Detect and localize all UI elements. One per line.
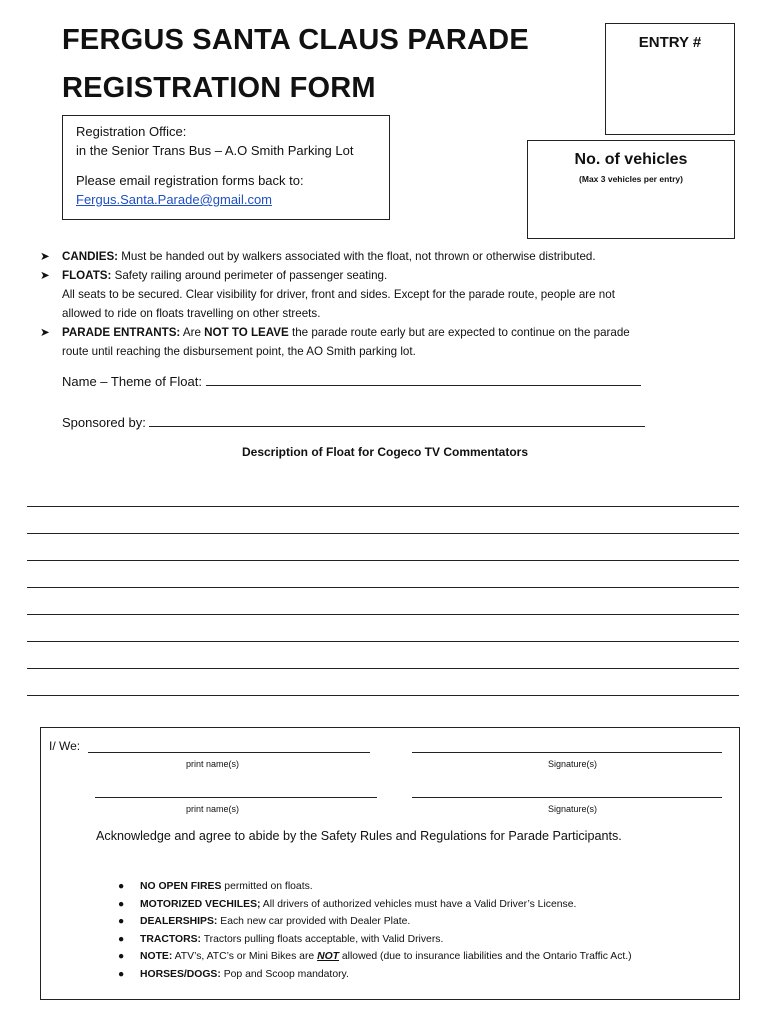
email-link[interactable]: Fergus.Santa.Parade@gmail.com bbox=[76, 192, 273, 207]
rule-text: Are bbox=[180, 326, 205, 339]
signature-line-2[interactable] bbox=[412, 797, 722, 798]
print-name-caption: print name(s) bbox=[186, 804, 240, 814]
rule-emphasis: NOT TO LEAVE bbox=[204, 326, 289, 339]
name-theme-label: Name – Theme of Float: bbox=[62, 374, 202, 389]
form-title-line1: FERGUS SANTA CLAUS PARADE bbox=[62, 24, 529, 56]
iwe-label: I/ We: bbox=[49, 739, 81, 753]
description-line[interactable] bbox=[27, 695, 739, 696]
rule-parade-entrants bbox=[40, 323, 740, 361]
description-line[interactable] bbox=[27, 668, 739, 669]
bullet-dot-icon: ● bbox=[118, 933, 125, 945]
rule-floats bbox=[40, 266, 740, 323]
description-line[interactable] bbox=[27, 587, 739, 588]
name-theme-input[interactable] bbox=[206, 373, 641, 386]
bullet-dot-icon: ● bbox=[118, 881, 125, 892]
entry-number-label: ENTRY # bbox=[638, 34, 702, 51]
bullet-label: NO OPEN FIRES bbox=[140, 881, 222, 892]
bullet-text: All drivers of authorized vehicles must have a Valid Driver’s License. bbox=[260, 898, 577, 910]
bullet-dot-icon: ● bbox=[118, 916, 125, 928]
acknowledgement-text: Acknowledge and agree to abide by the Safety Rules and Regulations for Parade Participants. bbox=[96, 829, 622, 843]
signature-caption: Signature(s) bbox=[548, 759, 598, 769]
sponsored-label: Sponsored by: bbox=[62, 415, 146, 430]
vehicles-box[interactable] bbox=[527, 140, 735, 239]
rule-text: Must be handed out by walkers associated with the float, not thrown or otherwise distributed. bbox=[118, 250, 596, 263]
bullet-no-open-fires bbox=[118, 878, 632, 896]
bullet-emphasis: NOT bbox=[317, 951, 340, 963]
print-name-caption: print name(s) bbox=[186, 759, 240, 769]
description-line[interactable] bbox=[27, 533, 739, 534]
description-line[interactable] bbox=[27, 614, 739, 615]
bullet-dot-icon: ● bbox=[118, 968, 125, 980]
rule-text: allowed to ride on floats travelling on other streets. bbox=[62, 307, 321, 320]
bullet-text: ATV’s, ATC’s or Mini Bikes are bbox=[172, 951, 318, 963]
entry-number-box[interactable] bbox=[605, 23, 735, 135]
bullet-dealerships bbox=[118, 913, 632, 931]
bullet-text: Pop and Scoop mandatory. bbox=[220, 968, 349, 980]
form-title-line2: REGISTRATION FORM bbox=[62, 72, 376, 104]
email-instruction: Please email registration forms back to: bbox=[76, 173, 304, 188]
sponsored-input[interactable] bbox=[149, 414, 645, 427]
print-name-line-2[interactable] bbox=[95, 797, 377, 798]
sponsored-field bbox=[62, 414, 645, 430]
safety-bullets bbox=[118, 878, 632, 984]
rule-text: Safety railing around perimeter of passenger seating. bbox=[111, 269, 388, 282]
signature-caption: Signature(s) bbox=[548, 804, 598, 814]
bullet-text: permitted on floats. bbox=[221, 881, 313, 892]
office-location: in the Senior Trans Bus – A.O Smith Parking Lot bbox=[76, 143, 354, 158]
signature-line-1[interactable] bbox=[412, 752, 722, 753]
bullet-dot-icon: ● bbox=[118, 951, 125, 963]
arrow-bullet-icon: ➤ bbox=[40, 269, 50, 282]
description-line[interactable] bbox=[27, 641, 739, 642]
arrow-bullet-icon: ➤ bbox=[40, 326, 50, 339]
office-label: Registration Office: bbox=[76, 124, 187, 139]
description-line[interactable] bbox=[27, 560, 739, 561]
bullet-label: NOTE: bbox=[140, 951, 173, 963]
registration-office-box bbox=[62, 115, 390, 220]
bullet-label: HORSES/DOGS: bbox=[140, 968, 221, 980]
bullet-tractors bbox=[118, 931, 632, 949]
rules-list bbox=[40, 247, 740, 361]
vehicles-note: (Max 3 vehicles per entry) bbox=[579, 174, 683, 184]
bullet-text: Tractors pulling floats acceptable, with Valid Drivers. bbox=[201, 933, 444, 945]
bullet-label: DEALERSHIPS: bbox=[140, 916, 218, 928]
name-theme-field bbox=[62, 373, 641, 389]
rule-candies bbox=[40, 247, 740, 266]
rule-text: the parade route early but are expected to continue on the parade bbox=[288, 326, 630, 339]
bullet-text: allowed (due to insurance liabilities and the Ontario Traffic Act.) bbox=[339, 951, 632, 963]
bullet-horses-dogs bbox=[118, 966, 632, 984]
arrow-bullet-icon: ➤ bbox=[40, 250, 50, 263]
rule-label: FLOATS: bbox=[62, 269, 112, 282]
description-line[interactable] bbox=[27, 506, 739, 507]
description-heading: Description of Float for Cogeco TV Commentators bbox=[241, 445, 529, 459]
print-name-line-1[interactable] bbox=[88, 752, 370, 753]
bullet-text: Each new car provided with Dealer Plate. bbox=[217, 916, 411, 928]
vehicles-title: No. of vehicles bbox=[574, 151, 688, 168]
bullet-label: TRACTORS: bbox=[140, 933, 201, 945]
bullet-note bbox=[118, 948, 632, 966]
bullet-dot-icon: ● bbox=[118, 898, 125, 910]
bullet-label: MOTORIZED VECHILES; bbox=[140, 898, 261, 910]
rule-label: CANDIES: bbox=[62, 250, 119, 263]
bullet-motorized-vehicles bbox=[118, 896, 632, 914]
rule-text: All seats to be secured. Clear visibility for driver, front and sides. Except for the parade route, people are not bbox=[62, 288, 615, 301]
rule-text: route until reaching the disbursement point, the AO Smith parking lot. bbox=[62, 345, 416, 358]
rule-label: PARADE ENTRANTS: bbox=[62, 326, 181, 339]
